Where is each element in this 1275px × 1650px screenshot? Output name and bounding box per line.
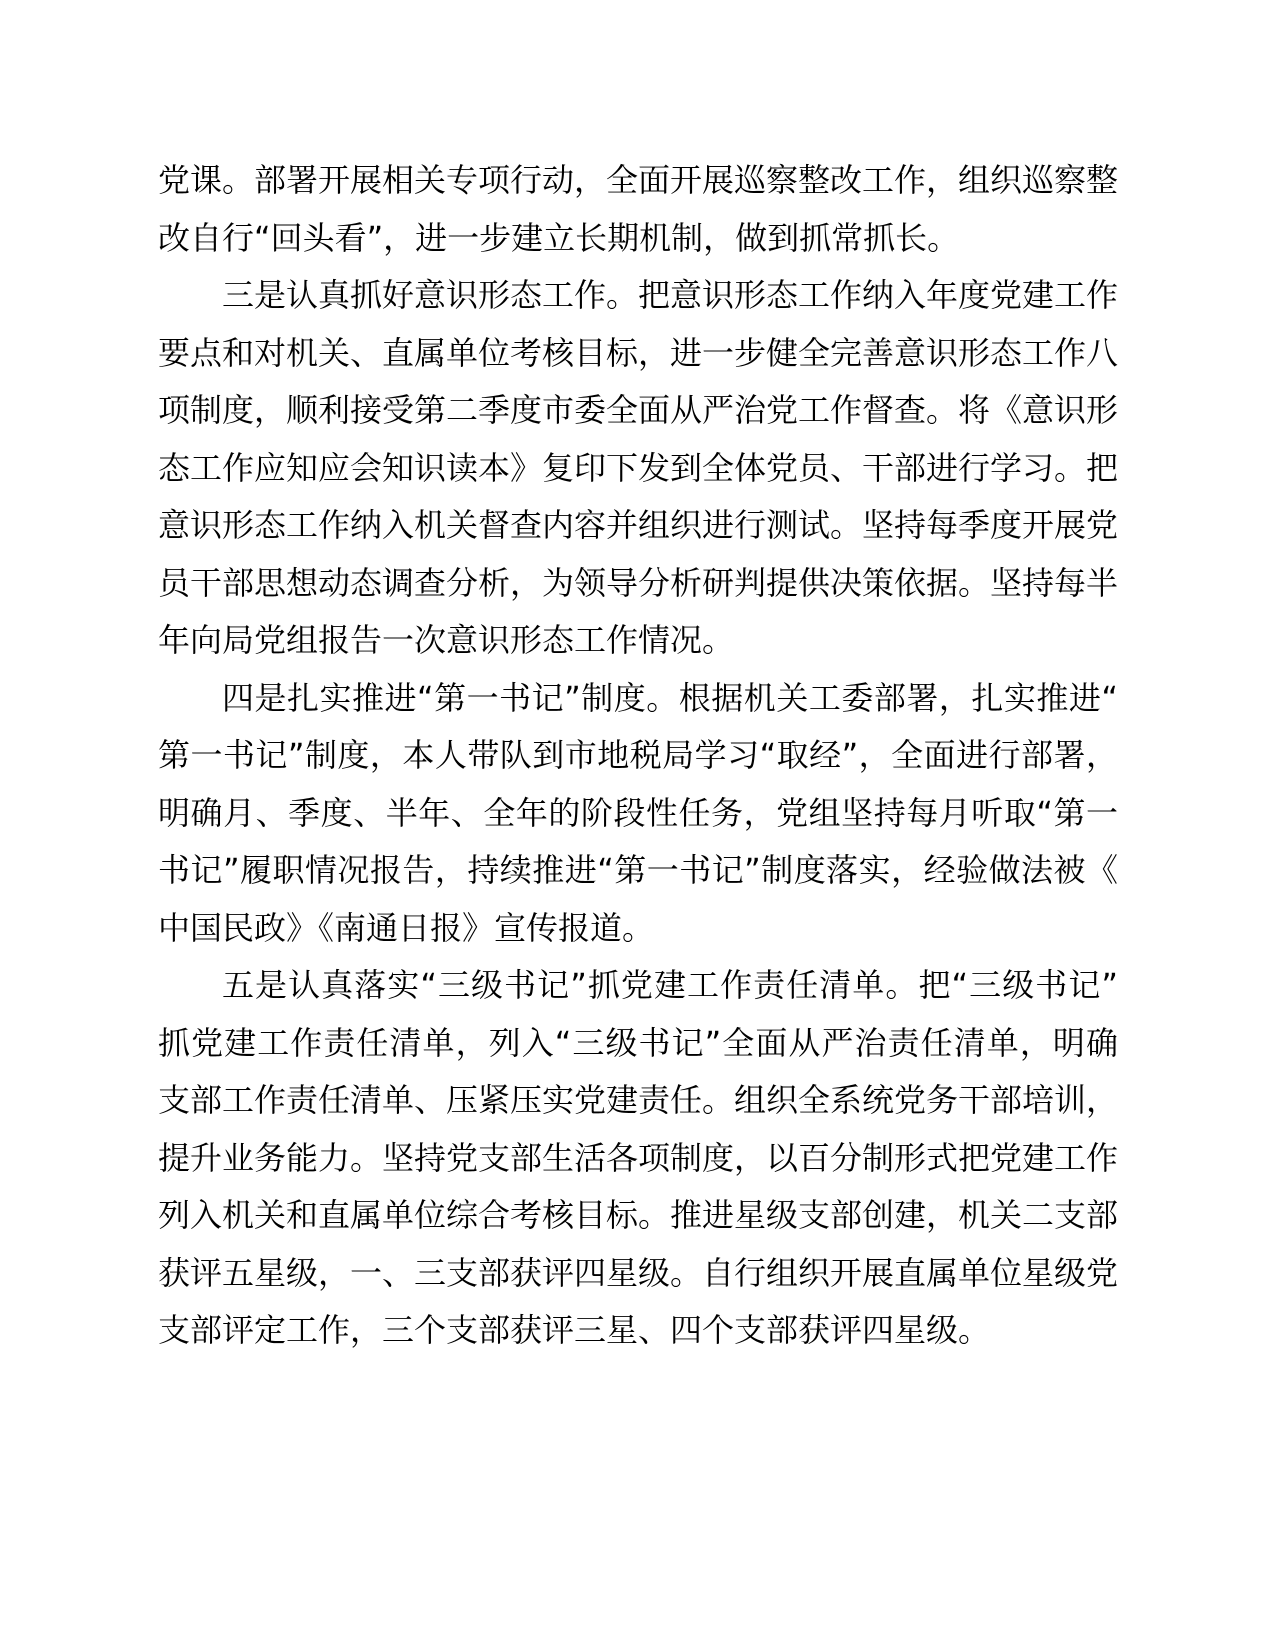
paragraph-continuation: 党课。部署开展相关专项行动，全面开展巡察整改工作，组织巡察整改自行“回头看”，进一步建立长期机制，做到抓常抓长。 bbox=[158, 161, 1119, 257]
paragraph-ideology-work: 三是认真抓好意识形态工作。把意识形态工作纳入年度党建工作要点和对机关、直属单位考核目标，进一步健全完善意识形态工作八项制度，顺利接受第二季度市委全面从严治党工作督查。将《意识形态工作应知应会知识读本》复印下发到全体党员、干部进行学习。把意识形态工作纳入机关督查内容并组织进行测试。坚持每季度开展党员干部思想动态调查分析，为领导分析研判提供决策依据。坚持每半年向局党组报告一次意识形态工作情况。 bbox=[158, 276, 1119, 659]
document-body bbox=[158, 152, 1118, 1360]
paragraph-first-secretary: 四是扎实推进“第一书记”制度。根据机关工委部署，扎实推进“第一书记”制度，本人带队到市地税局学习“取经”，全面进行部署，明确月、季度、半年、全年的阶段性任务，党组坚持每月听取“第一书记”履职情况报告，持续推进“第一书记”制度落实，经验做法被《中国民政》《南通日报》宣传报道。 bbox=[158, 678, 1118, 947]
paragraph-three-level-secretary: 五是认真落实“三级书记”抓党建工作责任清单。把“三级书记”抓党建工作责任清单，列入“三级书记”全面从严治责任清单，明确支部工作责任清单、压紧压实党建责任。组织全系统党务干部培训，提升业务能力。坚持党支部生活各项制度，以百分制形式把党建工作列入机关和直属单位综合考核目标。推进星级支部创建，机关二支部获评五星级，一、三支部获评四星级。自行组织开展直属单位星级党支部评定工作，三个支部获评三星、四个支部获评四星级。 bbox=[158, 966, 1119, 1349]
